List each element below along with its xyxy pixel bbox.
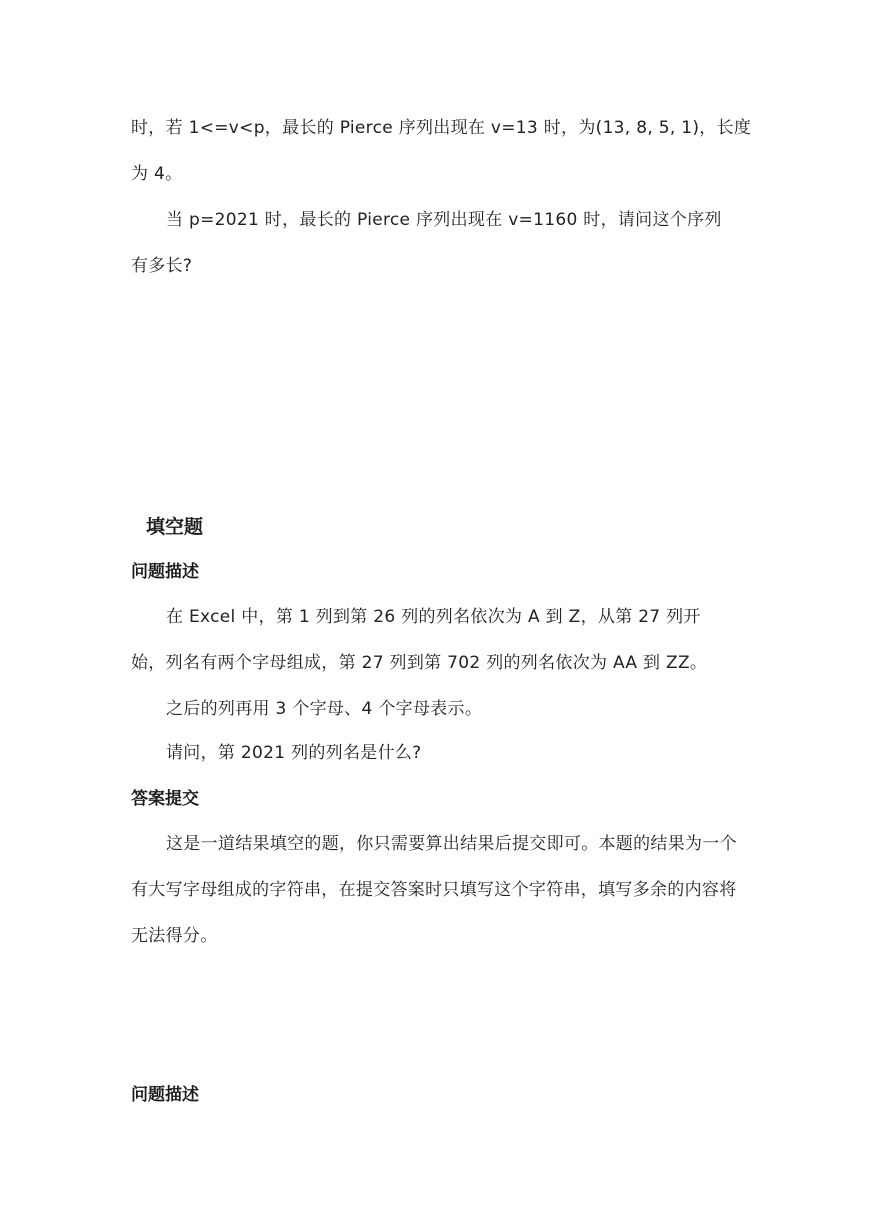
answer-line-3: 无法得分。 — [131, 926, 218, 946]
answer-line-2: 有大写字母组成的字符串，在提交答案时只填写这个字符串，填写多余的内容将 — [131, 880, 737, 900]
problem-line-3: 之后的列再用 3 个字母、4 个字母表示。 — [166, 699, 483, 719]
problem-line-4: 请问，第 2021 列的列名是什么? — [166, 743, 422, 763]
next-problem-heading: 问题描述 — [131, 1085, 199, 1105]
intro-line-1: 时，若 1<=v<p，最长的 Pierce 序列出现在 v=13 时，为(13, 8, 5, 1)，长度 — [131, 118, 752, 138]
intro-line-3: 当 p=2021 时，最长的 Pierce 序列出现在 v=1160 时，请问这个序列 — [166, 210, 722, 230]
answer-line-1: 这是一道结果填空的题，你只需要算出结果后提交即可。本题的结果为一个 — [166, 834, 737, 854]
intro-line-4: 有多长? — [131, 256, 193, 276]
problem-line-1: 在 Excel 中，第 1 列到第 26 列的列名依次为 A 到 Z，从第 27 列开 — [166, 607, 701, 627]
intro-line-2: 为 4。 — [131, 164, 183, 184]
section-title: 填空题 — [146, 516, 204, 538]
answer-heading: 答案提交 — [131, 789, 199, 809]
problem-heading: 问题描述 — [131, 562, 199, 582]
problem-line-2: 始，列名有两个字母组成，第 27 列到第 702 列的列名依次为 AA 到 ZZ。 — [131, 653, 708, 673]
